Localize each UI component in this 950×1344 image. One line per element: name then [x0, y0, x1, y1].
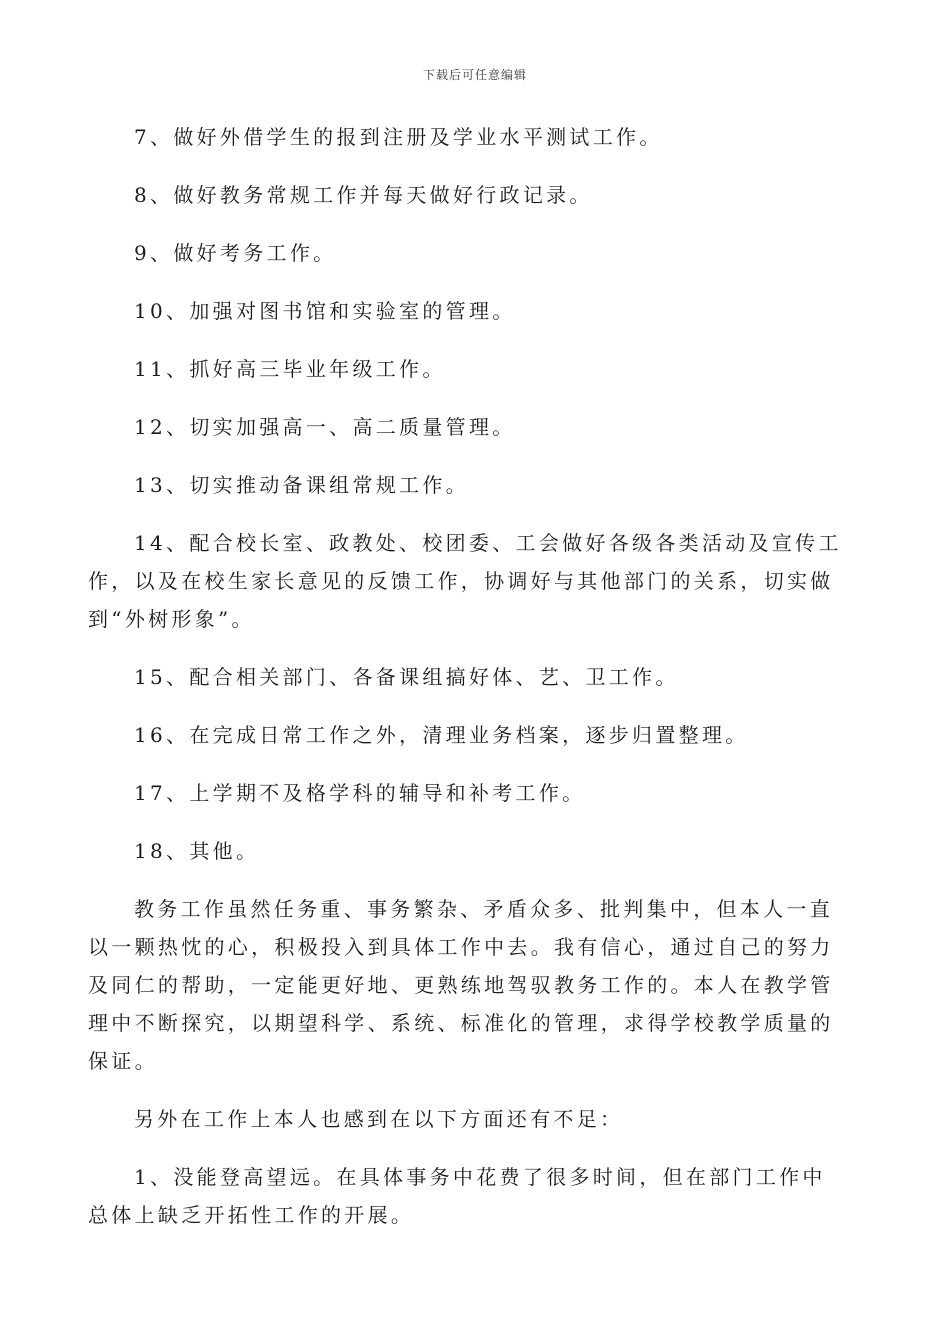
paragraph-item-8: 8、做好教务常规工作并每天做好行政记录。	[134, 183, 593, 207]
paragraph-item-11: 11、抓好高三毕业年级工作。	[134, 357, 446, 381]
paragraph-item-14: 14、配合校长室、政教处、校团委、工会做好各级各类活动及宣传工作，以及在校生家长意见的反馈工作，协调好与其他部门的关系，切实做到“外树形象”。	[88, 531, 842, 631]
paragraph-item-16: 16、在完成日常工作之外，清理业务档案，逐步归置整理。	[134, 723, 749, 747]
paragraph-item-7: 7、做好外借学生的报到注册及学业水平测试工作。	[134, 125, 663, 149]
paragraph-item-18: 18、其他。	[134, 839, 260, 863]
paragraph-item-9: 9、做好考务工作。	[134, 241, 337, 265]
paragraph-item-17: 17、上学期不及格学科的辅导和补考工作。	[134, 781, 586, 805]
paragraph-item-10: 10、加强对图书馆和实验室的管理。	[134, 299, 516, 323]
paragraph-item-15: 15、配合相关部门、各备课组搞好体、艺、卫工作。	[134, 665, 679, 689]
paragraph-item-12: 12、切实加强高一、高二质量管理。	[134, 415, 516, 439]
paragraph-shortcoming-1: 1、没能登高望远。在具体事务中花费了很多时间，但在部门工作中总体上缺乏开拓性工作的开展。	[88, 1165, 826, 1227]
paragraph-shortcomings-intro: 另外在工作上本人也感到在以下方面还有不足：	[134, 1107, 624, 1131]
paragraph-summary: 教务工作虽然任务重、事务繁杂、矛盾众多、批判集中，但本人一直以一颗热忱的心，积极投入到具体工作中去。我有信心，通过自己的努力及同仁的帮助，一定能更好地、更熟练地驾驭教务工作的。本人在教学管理中不断探究，以期望科学、系统、标准化的管理，求得学校教学质量的保证。	[88, 897, 834, 1073]
page-header: 下载后可任意编辑	[422, 68, 527, 82]
paragraph-item-13: 13、切实推动备课组常规工作。	[134, 473, 469, 497]
document-body	[88, 118, 848, 1254]
